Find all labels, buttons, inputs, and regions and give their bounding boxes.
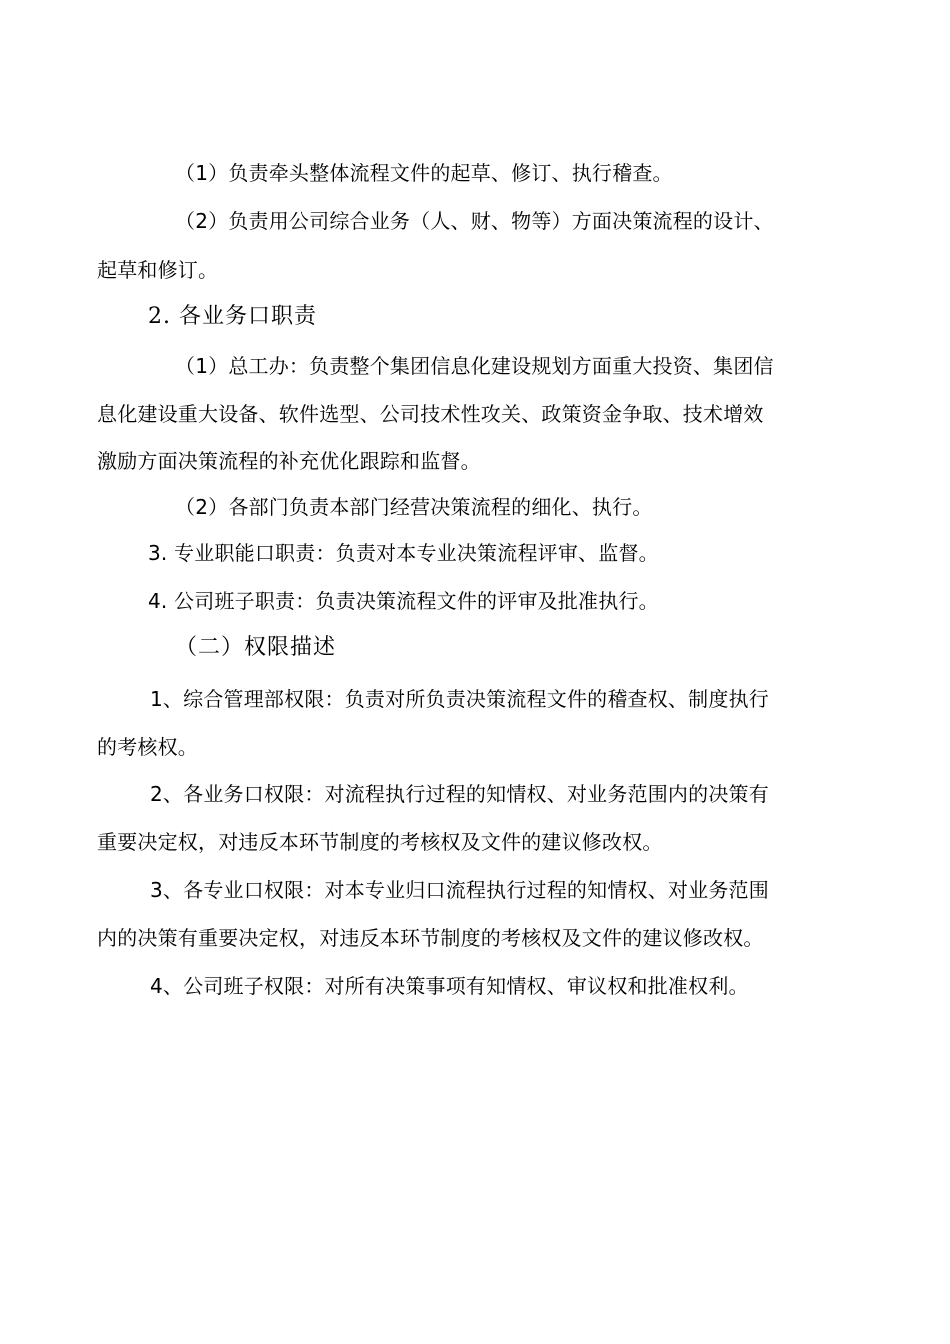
paragraph-line: （1）总工办：负责整个集团信息化建设规划方面重大投资、集团信 bbox=[175, 354, 774, 378]
section-heading: （二）权限描述 bbox=[175, 635, 337, 660]
paragraph-line: 4、公司班子权限：对所有决策事项有知情权、审议权和批准权利。 bbox=[150, 974, 749, 998]
paragraph-line: （1）负责牵头整体流程文件的起草、修订、执行稽查。 bbox=[175, 161, 673, 185]
section-heading: 2. 各业务口职责 bbox=[148, 304, 317, 329]
paragraph-line: （2）各部门负责本部门经营决策流程的细化、执行。 bbox=[175, 495, 653, 519]
paragraph-line: 1、综合管理部权限：负责对所负责决策流程文件的稽查权、制度执行 bbox=[150, 687, 769, 711]
paragraph-line: 息化建设重大设备、软件选型、公司技术性攻关、政策资金争取、技术增效 bbox=[97, 402, 764, 426]
paragraph-line: 起草和修订。 bbox=[97, 258, 219, 282]
paragraph-line: 的考核权。 bbox=[97, 735, 198, 759]
paragraph-line: 内的决策有重要决定权，对违反本环节制度的考核权及文件的建议修改权。 bbox=[97, 926, 764, 950]
paragraph-line: 3. 专业职能口职责：负责对本专业决策流程评审、监督。 bbox=[148, 541, 659, 565]
paragraph-line: 3、各专业口权限：对本专业归口流程执行过程的知情权、对业务范围 bbox=[150, 878, 769, 902]
paragraph-line: （2）负责用公司综合业务（人、财、物等）方面决策流程的设计、 bbox=[175, 209, 774, 233]
paragraph-line: 重要决定权，对违反本环节制度的考核权及文件的建议修改权。 bbox=[97, 830, 663, 854]
paragraph-line: 4. 公司班子职责：负责决策流程文件的评审及批准执行。 bbox=[148, 589, 659, 613]
paragraph-line: 2、各业务口权限：对流程执行过程的知情权、对业务范围内的决策有 bbox=[150, 782, 769, 806]
paragraph-line: 激励方面决策流程的补充优化跟踪和监督。 bbox=[97, 449, 481, 473]
